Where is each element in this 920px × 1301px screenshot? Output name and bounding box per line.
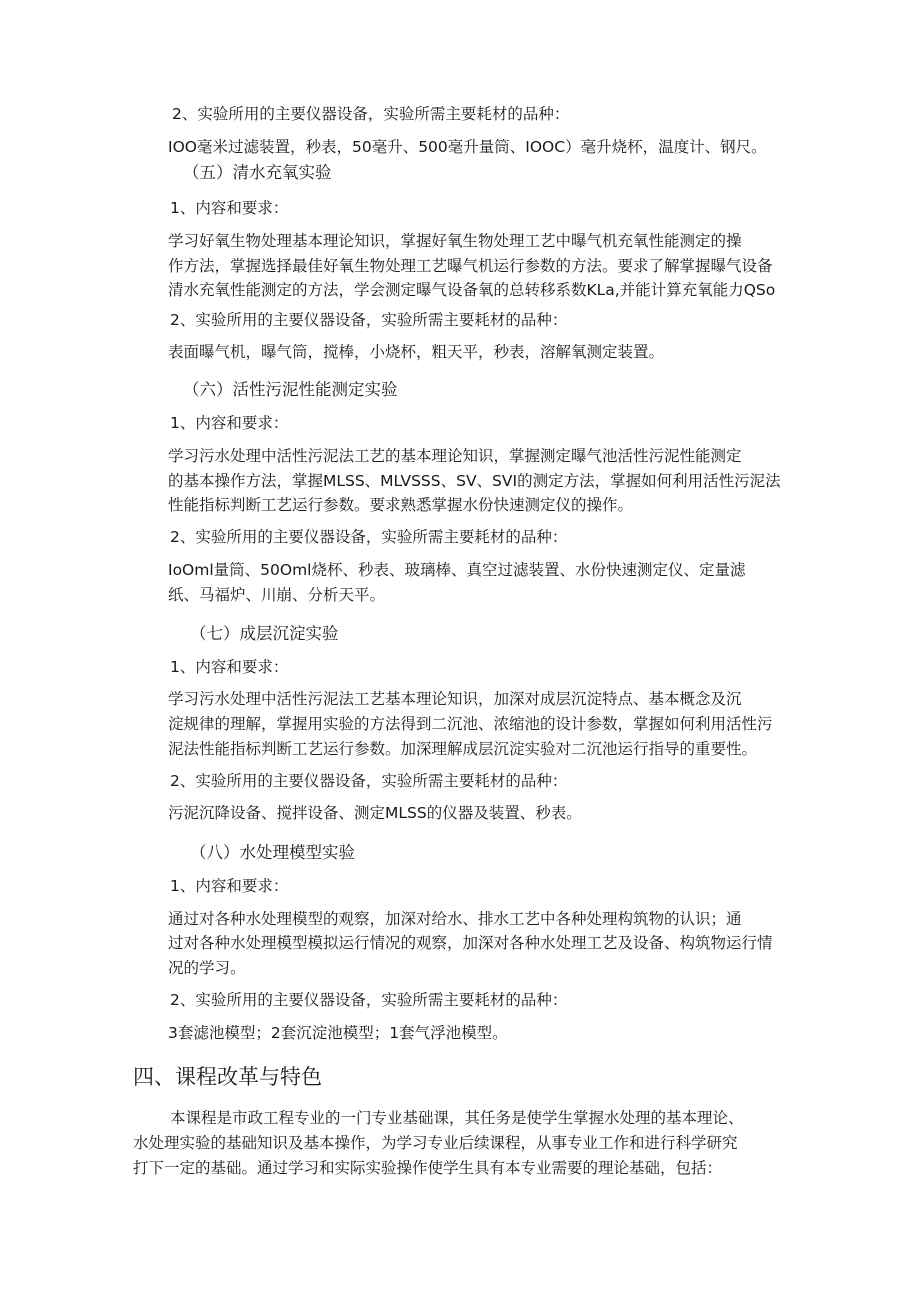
section-title-8: （八）水处理模型实验	[190, 843, 355, 862]
equipment-list: IoOml量筒、50Oml烧杯、秒表、玻璃棒、真空过滤装置、水份快速测定仪、定量滤	[168, 561, 746, 579]
paragraph-line: 淀规律的理解，掌握用实验的方法得到二沉池、浓缩池的设计参数，掌握如何利用活性污	[168, 715, 773, 733]
equipment-list: 污泥沉降设备、搅拌设备、测定MLSS的仪器及装置、秒表。	[168, 804, 582, 822]
equipment-heading: 2、实验所用的主要仪器设备，实验所需主要耗材的品种：	[170, 528, 568, 546]
paragraph-line: 水处理实验的基础知识及基本操作，为学习专业后续课程，从事专业工作和进行科学研究	[133, 1134, 738, 1152]
paragraph-line: 本课程是市政工程专业的一门专业基础课，其任务是使学生掌握水处理的基本理论、	[170, 1109, 744, 1127]
paragraph-line: 泥法性能指标判断工艺运行参数。加深理解成层沉淀实验对二沉池运行指导的重要性。	[168, 740, 758, 758]
content-heading: 1、内容和要求：	[170, 414, 289, 432]
paragraph-line: 学习污水处理中活性污泥法工艺基本理论知识，加深对成层沉淀特点、基本概念及沉	[168, 690, 742, 708]
equipment-heading: 2、实验所用的主要仪器设备，实验所需主要耗材的品种：	[170, 311, 568, 329]
content-heading: 1、内容和要求：	[170, 877, 289, 895]
content-heading: 1、内容和要求：	[170, 199, 289, 217]
paragraph-line: 学习好氧生物处理基本理论知识，掌握好氧生物处理工艺中曝气机充氧性能测定的操	[168, 232, 742, 250]
paragraph-line: 性能指标判断工艺运行参数。要求熟悉掌握水份快速测定仪的操作。	[168, 496, 634, 514]
paragraph-line: 况的学习。	[168, 959, 246, 977]
equipment-heading: 2、实验所用的主要仪器设备，实验所需主要耗材的品种：	[170, 772, 568, 790]
paragraph-line: 作方法，掌握选择最佳好氧生物处理工艺曝气机运行参数的方法。要求了解掌握曝气设备	[168, 257, 773, 275]
paragraph-line: 打下一定的基础。通过学习和实际实验操作使学生具有本专业需要的理论基础，包括：	[133, 1159, 723, 1177]
equipment-heading: 2、实验所用的主要仪器设备，实验所需主要耗材的品种：	[170, 991, 568, 1009]
paragraph-line: 过对各种水处理模型模拟运行情况的观察，加深对各种水处理工艺及设备、构筑物运行情	[168, 934, 773, 952]
content-heading: 1、内容和要求：	[170, 658, 289, 676]
equipment-list: 表面曝气机，曝气筒，搅棒，小烧杯，粗天平，秒表，溶解氧测定装置。	[168, 343, 665, 361]
section-title-6: （六）活性污泥性能测定实验	[183, 380, 398, 399]
equipment-list: IOO毫米过滤装置，秒表，50毫升、500毫升量筒、IOOC）毫升烧杯，温度计、钢尺。	[168, 138, 767, 156]
equipment-heading: 2、实验所用的主要仪器设备，实验所需主要耗材的品种：	[172, 105, 570, 123]
equipment-list: 3套滤池模型；2套沉淀池模型；1套气浮池模型。	[168, 1024, 508, 1042]
paragraph-line: 清水充氧性能测定的方法，学会测定曝气设备氧的总转移系数KLa,并能计算充氧能力QSo	[168, 281, 776, 299]
paragraph-line: 学习污水处理中活性污泥法工艺的基本理论知识，掌握测定曝气池活性污泥性能测定	[168, 447, 742, 465]
paragraph-line: 通过对各种水处理模型的观察，加深对给水、排水工艺中各种处理构筑物的认识；通	[168, 910, 742, 928]
paragraph-line: 的基本操作方法，掌握MLSS、MLVSSS、SV、SVI的测定方法，掌握如何利用活性污泥法	[168, 472, 781, 490]
chapter-title: 四、课程改革与特色	[133, 1065, 322, 1089]
section-title-5: （五）清水充氧实验	[183, 163, 332, 182]
section-title-7: （七）成层沉淀实验	[190, 624, 339, 643]
equipment-list: 纸、马福炉、川崩、分析天平。	[168, 586, 386, 604]
